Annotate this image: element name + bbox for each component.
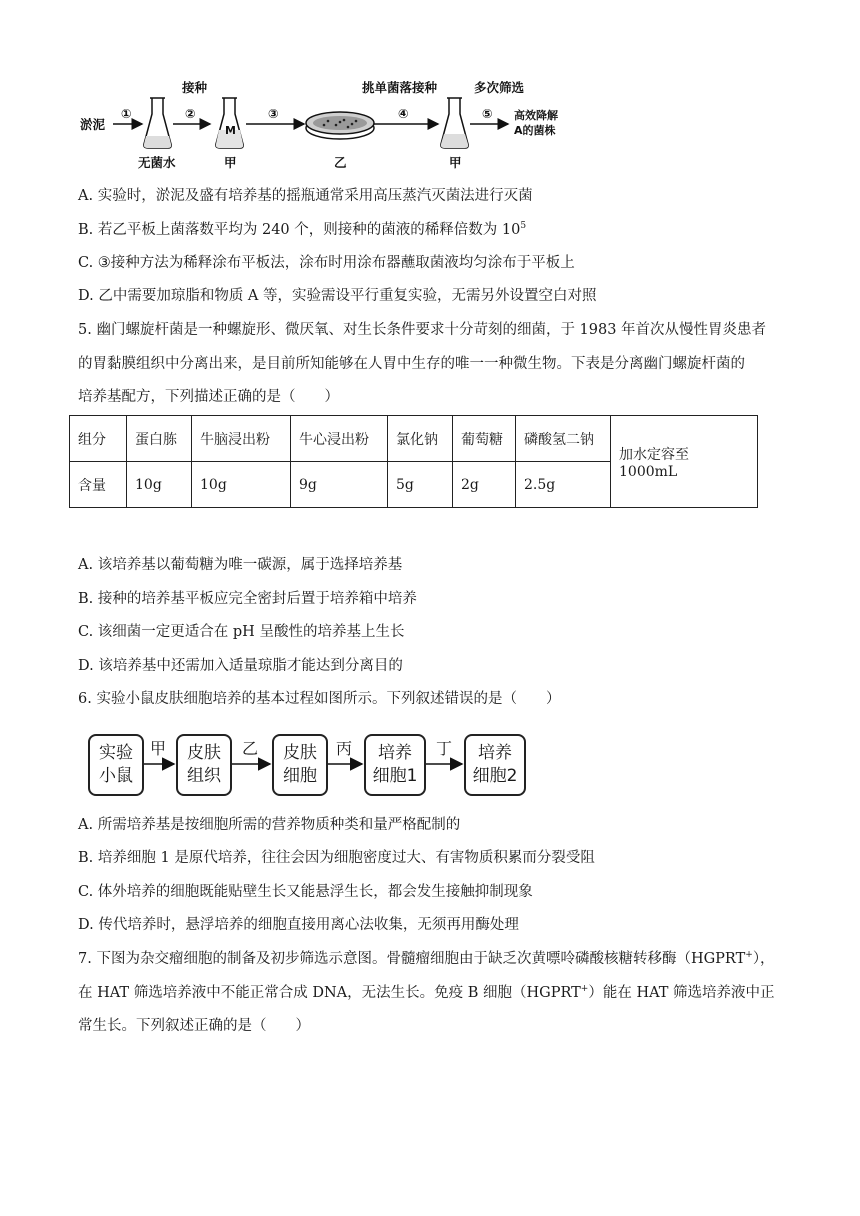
table-cell: 组分 [70, 416, 127, 462]
q4-option-b-exponent: 5 [520, 221, 527, 232]
flow-box-text: 小鼠 [99, 766, 133, 786]
petri-plate-icon [306, 112, 374, 139]
flow-box-mouse [88, 734, 144, 796]
flask-icon-2 [216, 98, 243, 148]
cell-culture-flow [88, 734, 538, 798]
sterile-water-label: 无菌水 [138, 155, 176, 170]
flow-box-text: 皮肤 [187, 743, 221, 763]
pick-colony-label: 挑单菌落接种 [362, 80, 438, 95]
q7-line2-text: 在 HAT 筛选培养液中不能正常合成 DNA，无法生长。免疫 B 细胞（HGPRT [78, 985, 581, 1001]
medium-recipe-table [69, 415, 758, 508]
table-cell: 9g [291, 462, 388, 508]
flow-box-culture-cell-2 [464, 734, 526, 796]
table-cell: 蛋白胨 [127, 416, 192, 462]
table-cell: 葡萄糖 [453, 416, 516, 462]
q6-option-d: D. 传代培养时，悬浮培养的细胞直接用离心法收集，无须再用酶处理 [78, 917, 519, 933]
q6-option-b: B. 培养细胞 1 是原代培养，往往会因为细胞密度过大、有害物质积累而分裂受阻 [78, 850, 595, 866]
step-2-label: ② [185, 106, 196, 121]
q4-option-b-text: B. 若乙平板上菌落数平均为 240 个，则接种的菌液的稀释倍数为 10 [78, 222, 521, 238]
table-cell: 5g [388, 462, 453, 508]
q5-stem-line-1: 5. 幽门螺旋杆菌是一种螺旋形、微厌氧、对生长条件要求十分苛刻的细菌，于 1983 年首次从慢性胃炎患者 [78, 322, 767, 338]
q7-line2-sup: + [580, 984, 589, 995]
table-cell: 2.5g [516, 462, 611, 508]
inoculate-label: 接种 [182, 80, 208, 95]
table-cell: 牛脑浸出粉 [192, 416, 291, 462]
flow-box-culture-cell-1 [364, 734, 426, 796]
q5-option-a: A. 该培养基以葡萄糖为唯一碳源，属于选择培养基 [78, 557, 403, 573]
flow-box-text: 实验 [99, 743, 133, 763]
flow-arrow-label-jia: 甲 [150, 739, 167, 758]
flow-box-skin-tissue [176, 734, 232, 796]
table-cell: 含量 [70, 462, 127, 508]
flow-arrow-label-yi: 乙 [242, 739, 259, 758]
q6-option-c: C. 体外培养的细胞既能贴壁生长又能悬浮生长，都会发生接触抑制现象 [78, 884, 533, 900]
flask-jia-label: 甲 [224, 155, 237, 170]
q4-option-c: C. ③接种方法为稀释涂布平板法，涂布时用涂布器蘸取菌液均匀涂布于平板上 [78, 255, 575, 271]
multi-screen-label: 多次筛选 [474, 80, 525, 95]
result-line-2: A的菌株 [514, 124, 556, 137]
flask-icon-3 [441, 98, 468, 148]
result-line-1: 高效降解 [514, 109, 558, 122]
q5-stem-line-2: 的胃黏膜组织中分离出来，是目前所知能够在人胃中生存的唯一一种微生物。下表是分离幽门螺旋杆菌的 [78, 356, 745, 372]
flow-box-text: 培养 [478, 743, 512, 763]
flow-box-skin-cell [272, 734, 328, 796]
q7-line1-tail: ）， [752, 951, 775, 967]
q4-option-b [78, 220, 526, 240]
q5-stem-line-3: 培养基配方，下列描述正确的是（ ） [78, 389, 339, 405]
flow-box-text: 皮肤 [283, 743, 317, 763]
q7-line1-sup: + [745, 950, 753, 961]
table-row [70, 416, 758, 462]
step-4-label: ④ [398, 106, 409, 121]
table-cell: 2g [453, 462, 516, 508]
flask-jia-label-2: 甲 [449, 155, 462, 170]
flow-box-text: 组织 [187, 766, 221, 786]
step-1-label: ① [121, 106, 132, 121]
q6-stem: 6. 实验小鼠皮肤细胞培养的基本过程如图所示。下列叙述错误的是（ ） [78, 691, 561, 707]
table-cell: 牛心浸出粉 [291, 416, 388, 462]
q5-option-c: C. 该细菌一定更适合在 pH 呈酸性的培养基上生长 [78, 624, 405, 640]
flask-m-label: M [225, 124, 236, 137]
flow-box-text: 细胞 [283, 766, 317, 786]
step-5-label: ⑤ [482, 106, 493, 121]
flow-arrow-label-ding: 丁 [436, 739, 453, 758]
table-cell: 磷酸氢二钠 [516, 416, 611, 462]
table-merged-cell: 加水定容至 1000mL [611, 416, 758, 508]
q7-line2-tail: ）能在 HAT 筛选培养液中正 [588, 985, 775, 1001]
culture-diagram [78, 74, 638, 174]
q6-option-a: A. 所需培养基是按细胞所需的营养物质种类和量严格配制的 [78, 817, 461, 833]
q7-stem-line-2 [78, 983, 775, 1003]
q5-option-d: D. 该培养基中还需加入适量琼脂才能达到分离目的 [78, 658, 403, 674]
flow-arrow-label-bing: 丙 [336, 739, 353, 758]
flow-box-text: 细胞2 [472, 766, 518, 786]
q4-option-d: D. 乙中需要加琼脂和物质 A 等，实验需设平行重复实验，无需另外设置空白对照 [78, 288, 597, 304]
q5-option-b: B. 接种的培养基平板应完全密封后置于培养箱中培养 [78, 591, 417, 607]
step-3-label: ③ [268, 106, 279, 121]
q7-line1-text: 7. 下图为杂交瘤细胞的制备及初步筛选示意图。骨髓瘤细胞由于缺乏次黄嘌呤磷酸核糖转移酶（HGPRT [78, 951, 746, 967]
table-cell: 10g [192, 462, 291, 508]
table-cell: 10g [127, 462, 192, 508]
q7-stem-line-1 [78, 949, 775, 969]
q4-option-a: A. 实验时，淤泥及盛有培养基的摇瓶通常采用高压蒸汽灭菌法进行灭菌 [78, 188, 533, 204]
flow-box-text: 细胞1 [372, 766, 418, 786]
flask-icon-1 [144, 98, 171, 148]
flow-box-text: 培养 [378, 743, 412, 763]
table-cell: 氯化钠 [388, 416, 453, 462]
plate-yi-label: 乙 [334, 155, 347, 170]
diagram-start-label: 淤泥 [80, 117, 106, 132]
q7-stem-line-3: 常生长。下列叙述正确的是（ ） [78, 1018, 310, 1034]
